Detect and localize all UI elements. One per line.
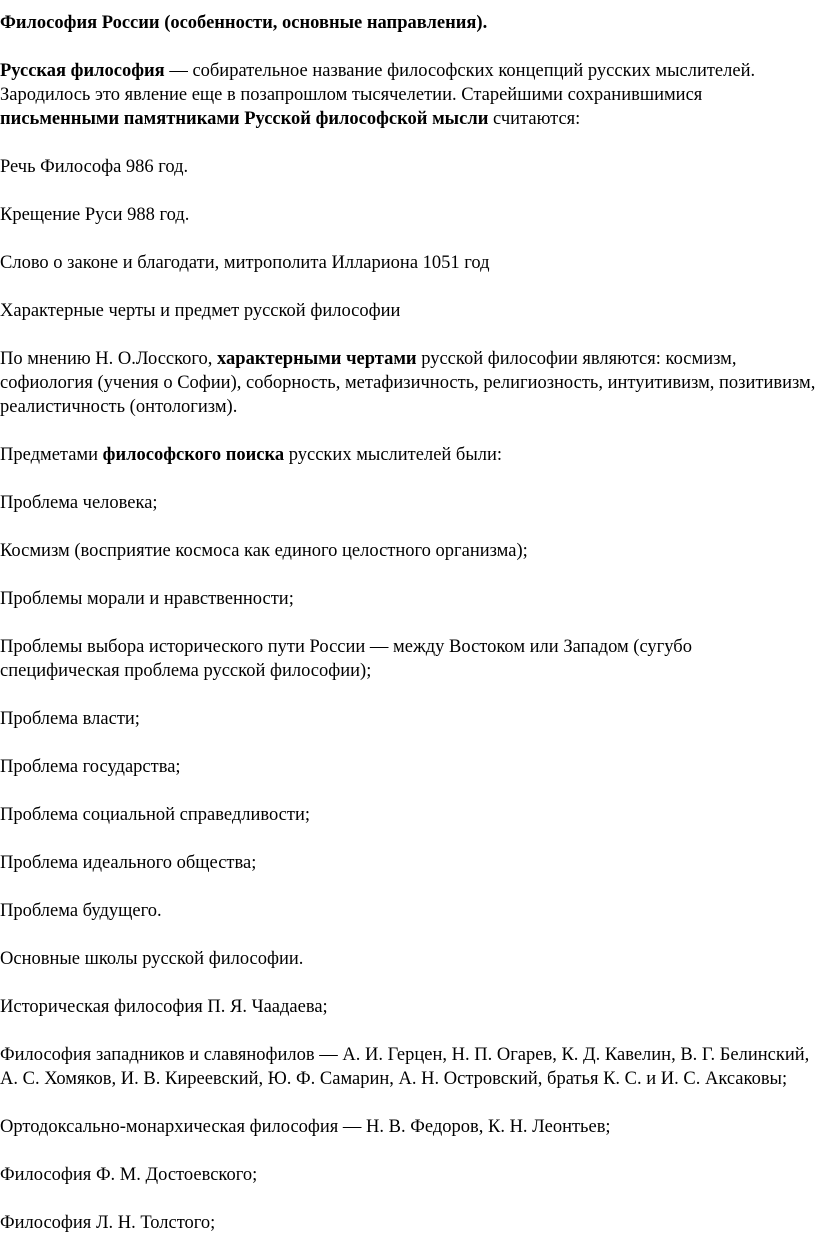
traits-bold: характерными чертами — [217, 349, 417, 369]
subjects-intro-bold: философского поиска — [102, 445, 285, 465]
intro-bold-2: письменными памятниками Русской философской мысли — [0, 109, 489, 129]
document-page — [0, 11, 816, 1259]
school-item: Философия Ф. М. Достоевского; — [0, 1165, 258, 1185]
subject-item: Проблема идеального общества; — [0, 853, 257, 873]
subject-item: Проблема государства; — [0, 757, 181, 777]
document-title: Философия России (особенности, основные направления). — [0, 13, 488, 33]
subjects-intro-text-1: Предметами — [0, 445, 103, 465]
intro-paragraph — [0, 59, 816, 131]
traits-heading: Характерные черты и предмет русской философии — [0, 301, 401, 321]
school-item: Историческая философия П. Я. Чаадаева; — [0, 997, 328, 1017]
school-item: Ортодоксально-монархическая философия — Н. В. Федоров, К. Н. Леонтьев; — [0, 1117, 611, 1137]
subject-item: Проблема власти; — [0, 709, 140, 729]
subject-item: Проблемы выбора исторического пути России — между Востоком или Западом (сугубо специфическая проблема русской философии); — [0, 637, 692, 681]
subject-item: Космизм (восприятие космоса как единого целостного организма); — [0, 541, 528, 561]
subject-item: Проблемы морали и нравственности; — [0, 589, 294, 609]
traits-text-2: русской философии являются: космизм, софиология (учения о Софии), соборность, метафизичность, религиозность, интуитивизм, позитивизм, реалистичность (онтологизм). — [0, 349, 816, 417]
monument-item: Слово о законе и благодати, митрополита Иллариона 1051 год — [0, 253, 490, 273]
subjects-intro — [0, 443, 816, 467]
traits-text-1: По мнению Н. О.Лосского, — [0, 349, 218, 369]
subjects-intro-text-2: русских мыслителей были: — [284, 445, 503, 465]
schools-heading: Основные школы русской философии. — [0, 949, 304, 969]
monument-item: Речь Философа 986 год. — [0, 157, 189, 177]
traits-paragraph — [0, 347, 816, 419]
subject-item: Проблема будущего. — [0, 901, 162, 921]
intro-text-1: — собирательное название философских концепций русских мыслителей. Зародилось это явление еще в позапрошлом тысячелетии. Старейшими сохранившимися — [0, 61, 756, 105]
intro-text-2: считаются: — [488, 109, 581, 129]
intro-term: Русская философия — [0, 61, 165, 81]
subject-item: Проблема человека; — [0, 493, 158, 513]
monument-item: Крещение Руси 988 год. — [0, 205, 190, 225]
school-item: Философия Л. Н. Толстого; — [0, 1213, 216, 1233]
subject-item: Проблема социальной справедливости; — [0, 805, 311, 825]
school-item: Философия западников и славянофилов — А. И. Герцен, Н. П. Огарев, К. Д. Кавелин, В. Г. Белинский, А. С. Хомяков, И. В. Киреевский, Ю. Ф. Самарин, А. Н. Островский, братья К. С. и И. С. Аксаковы; — [0, 1045, 810, 1089]
